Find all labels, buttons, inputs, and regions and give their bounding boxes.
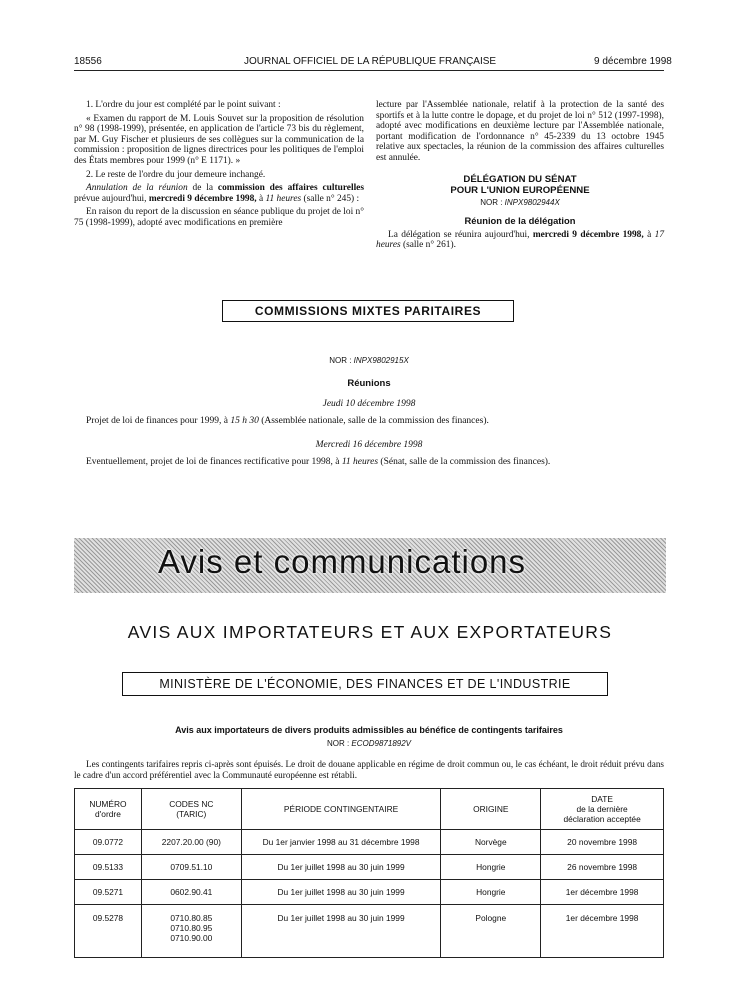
table-row bbox=[75, 880, 664, 905]
table-cell: Hongrie bbox=[441, 855, 541, 880]
table-cell: 0710.80.85 0710.80.95 0710.90.00 bbox=[141, 905, 241, 958]
cmp-nor: NOR : INPX9802915X bbox=[329, 356, 409, 365]
paragraph: 1. L'ordre du jour est complété par le point suivant : bbox=[86, 100, 281, 110]
cmp-heading: Réunions bbox=[347, 378, 391, 389]
cmp-line-1: Projet de loi de finances pour 1999, à 15 h 30 (Assemblée nationale, salle de la commission des finances). bbox=[86, 416, 489, 426]
ministry-title: MINISTÈRE DE L'ÉCONOMIE, DES FINANCES ET DE L'INDUSTRIE bbox=[122, 672, 608, 696]
table-cell: 1er décembre 1998 bbox=[541, 905, 664, 958]
paragraph: lecture par l'Assemblée nationale, relatif à la protection de la santé des sportifs et à la lutte contre le dopage, et du projet de loi n° 512 (1997-1998), adopté avec modifications en deuxième lecture par l'Assemblée nationale, portant modification de l'ordonnance n° 45-2339 du 13 octobre 1945 relative aux spectacles, la réunion de la commission des affaires culturelles est annulée. bbox=[376, 100, 664, 163]
table-cell: Du 1er juillet 1998 au 30 juin 1999 bbox=[241, 905, 441, 958]
table-cell: Du 1er juillet 1998 au 30 juin 1999 bbox=[241, 855, 441, 880]
table-row bbox=[75, 830, 664, 855]
cmp-line-2: Eventuellement, projet de loi de finances rectificative pour 1998, à 11 heures (Sénat, salle de la commission des finances). bbox=[86, 457, 551, 467]
paragraph: Annulation de la réunion de la commission des affaires culturelles prévue aujourd'hui, mercredi 9 décembre 1998, à 11 heures (salle n° 245) : bbox=[74, 183, 364, 204]
table-cell: Pologne bbox=[441, 905, 541, 958]
table-cell: Du 1er juillet 1998 au 30 juin 1999 bbox=[241, 880, 441, 905]
nor-reference: NOR : INPX9802944X bbox=[480, 197, 560, 207]
meeting-subheading: Réunion de la délégation bbox=[464, 214, 576, 226]
delegation-heading: DÉLÉGATION DU SÉNAT POUR L'UNION EUROPÉENNE bbox=[450, 173, 590, 196]
table-header-cell: PÉRIODE CONTINGENTAIRE bbox=[241, 789, 441, 830]
table-header-cell: CODES NC (TARIC) bbox=[141, 789, 241, 830]
quota-table bbox=[74, 788, 664, 958]
cmp-title: COMMISSIONS MIXTES PARITAIRES bbox=[222, 300, 514, 322]
table-cell: 09.5278 bbox=[75, 905, 142, 958]
table-cell: Du 1er janvier 1998 au 31 décembre 1998 bbox=[241, 830, 441, 855]
paragraph: 2. Le reste de l'ordre du jour demeure inchangé. bbox=[86, 169, 266, 180]
notice-nor: NOR : ECOD9871892V bbox=[326, 739, 412, 748]
section-band-title: Avis et communications bbox=[158, 543, 527, 580]
right-column bbox=[376, 100, 664, 254]
table-cell: 09.5271 bbox=[75, 880, 142, 905]
table-cell: 09.0772 bbox=[75, 830, 142, 855]
table-row bbox=[75, 855, 664, 880]
table-cell: 26 novembre 1998 bbox=[541, 855, 664, 880]
table-cell: 2207.20.00 (90) bbox=[141, 830, 241, 855]
notice-intro: Les contingents tarifaires repris ci-après sont épuisés. Le droit de douane applicable en régime de droit commun ou, le cas échéant, le droit réduit prévu dans le cadre d'un accord préférentiel avec la Communauté européenne est rétabli. bbox=[74, 759, 664, 780]
avis-section-title: AVIS AUX IMPORTATEURS ET AUX EXPORTATEURS bbox=[127, 622, 613, 642]
header-rule bbox=[74, 70, 664, 71]
section-band bbox=[74, 538, 666, 593]
cmp-date-2: Mercredi 16 décembre 1998 bbox=[315, 440, 423, 450]
header-date: 9 décembre 1998 bbox=[594, 56, 672, 67]
table-header-row bbox=[75, 789, 664, 830]
journal-title: JOURNAL OFFICIEL DE LA RÉPUBLIQUE FRANÇAISE bbox=[244, 56, 497, 67]
page-number: 18556 bbox=[74, 56, 102, 67]
paragraph: En raison du report de la discussion en séance publique du projet de loi n° 75 (1998-1999), adopté avec modifications en première bbox=[74, 207, 364, 228]
table-header-cell: NUMÉRO d'ordre bbox=[75, 789, 142, 830]
table-cell: 20 novembre 1998 bbox=[541, 830, 664, 855]
table-cell: Norvège bbox=[441, 830, 541, 855]
left-column bbox=[74, 100, 364, 232]
notice-title: Avis aux importateurs de divers produits admissibles au bénéfice de contingents tarifaires bbox=[175, 725, 563, 735]
table-body bbox=[75, 830, 664, 958]
cmp-date-1: Jeudi 10 décembre 1998 bbox=[322, 399, 416, 409]
table-header-cell: ORIGINE bbox=[441, 789, 541, 830]
table-cell: Hongrie bbox=[441, 880, 541, 905]
paragraph: La délégation se réunira aujourd'hui, mercredi 9 décembre 1998, à 17 heures (salle n° 261). bbox=[376, 229, 664, 251]
table-cell: 09.5133 bbox=[75, 855, 142, 880]
table-cell: 0602.90.41 bbox=[141, 880, 241, 905]
table-cell: 1er décembre 1998 bbox=[541, 880, 664, 905]
paragraph: « Examen du rapport de M. Louis Souvet sur la proposition de résolution n° 98 (1998-1999), présentée, en application de l'article 73 bis du règlement, par M. Guy Fischer et plusieurs de ses collègues sur la communication de la commission : proposition de lignes directrices pour les politiques de l'emploi des États membres pour 1999 (n° E 1171). » bbox=[74, 113, 364, 166]
table-cell: 0709.51.10 bbox=[141, 855, 241, 880]
table-row bbox=[75, 905, 664, 958]
table-header-cell: DATE de la dernière déclaration acceptée bbox=[541, 789, 664, 830]
